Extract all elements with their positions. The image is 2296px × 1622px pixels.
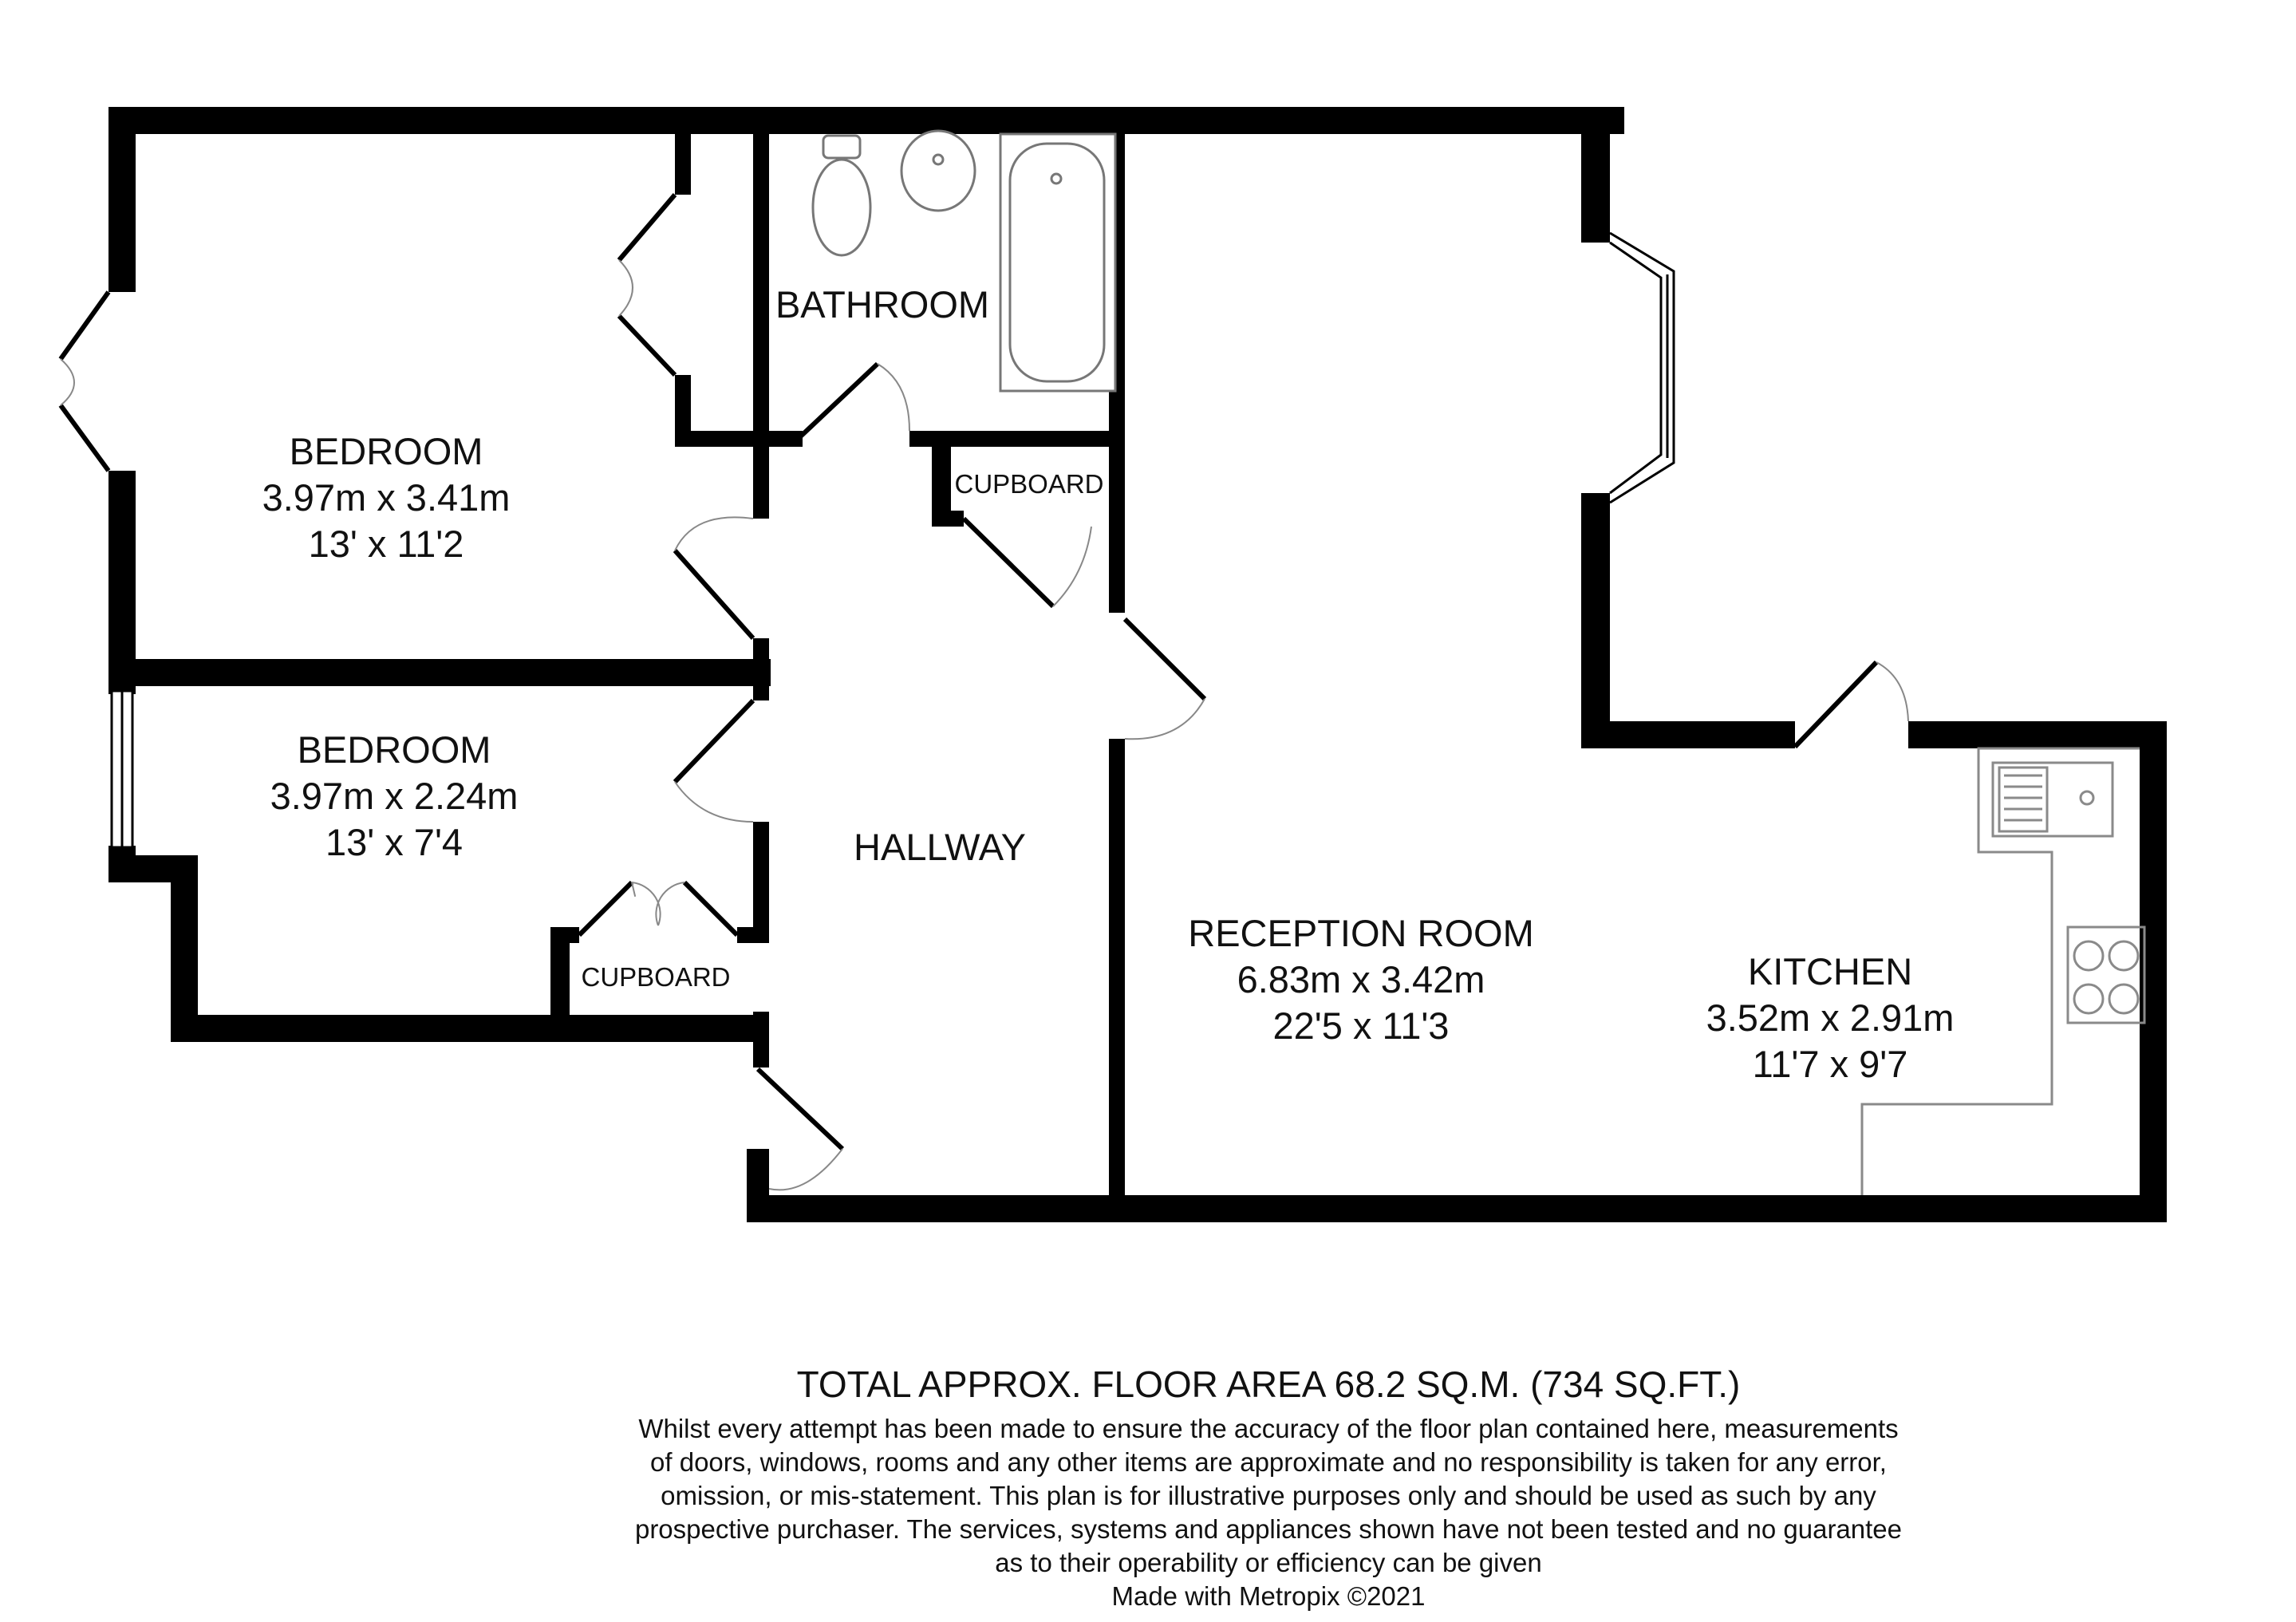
disclaimer-line: Whilst every attempt has been made to ensure the accuracy of the floor plan contained here, measurements — [638, 1414, 1899, 1443]
bathroom-name: BATHROOM — [775, 283, 990, 326]
bedroom1-name: BEDROOM — [289, 430, 483, 472]
disclaimer — [511, 1412, 2026, 1613]
bathroom-fixtures — [813, 131, 1115, 391]
bedroom2-imperial: 13' x 7'4 — [325, 821, 464, 863]
bedroom2-metric: 3.97m x 2.24m — [270, 775, 519, 817]
bedroom1-metric: 3.97m x 3.41m — [262, 476, 511, 519]
toilet-icon — [813, 136, 870, 255]
kitchen-name: KITCHEN — [1747, 950, 1913, 993]
reception-imperial: 22'5 x 11'3 — [1272, 1004, 1450, 1047]
footer — [511, 1363, 2026, 1613]
sink-icon — [1993, 763, 2113, 836]
hob-icon — [2068, 927, 2144, 1023]
cupboard-top-name: CUPBOARD — [954, 469, 1104, 499]
credit: Made with Metropix ©2021 — [1111, 1581, 1426, 1611]
basin-icon — [901, 131, 975, 211]
window-bedroom2 — [112, 691, 132, 847]
kitchen-imperial: 11'7 x 9'7 — [1752, 1043, 1908, 1085]
cupboard-bottom-name: CUPBOARD — [581, 962, 731, 992]
total-floor-area: TOTAL APPROX. FLOOR AREA 68.2 SQ.M. (734 SQ.FT.) — [796, 1364, 1741, 1405]
bedroom1-imperial: 13' x 11'2 — [308, 523, 464, 565]
disclaimer-line: as to their operability or efficiency can be given — [995, 1548, 1542, 1577]
hallway-name: HALLWAY — [854, 826, 1026, 868]
reception-name: RECEPTION ROOM — [1188, 912, 1534, 954]
disclaimer-line: prospective purchaser. The services, systems and appliances shown have not been tested and no guarantee — [634, 1514, 1903, 1544]
disclaimer-line: of doors, windows, rooms and any other items are approximate and no responsibility is taken for any error, — [650, 1447, 1887, 1477]
bedroom2-name: BEDROOM — [297, 728, 491, 771]
bathtub-icon — [1000, 134, 1115, 391]
bay-window — [1610, 233, 1674, 503]
reception-metric: 6.83m x 3.42m — [1237, 958, 1485, 1000]
kitchen-metric: 3.52m x 2.91m — [1706, 996, 1955, 1039]
disclaimer-line: omission, or mis-statement. This plan is for illustrative purposes only and should be used as such by any — [661, 1481, 1876, 1510]
